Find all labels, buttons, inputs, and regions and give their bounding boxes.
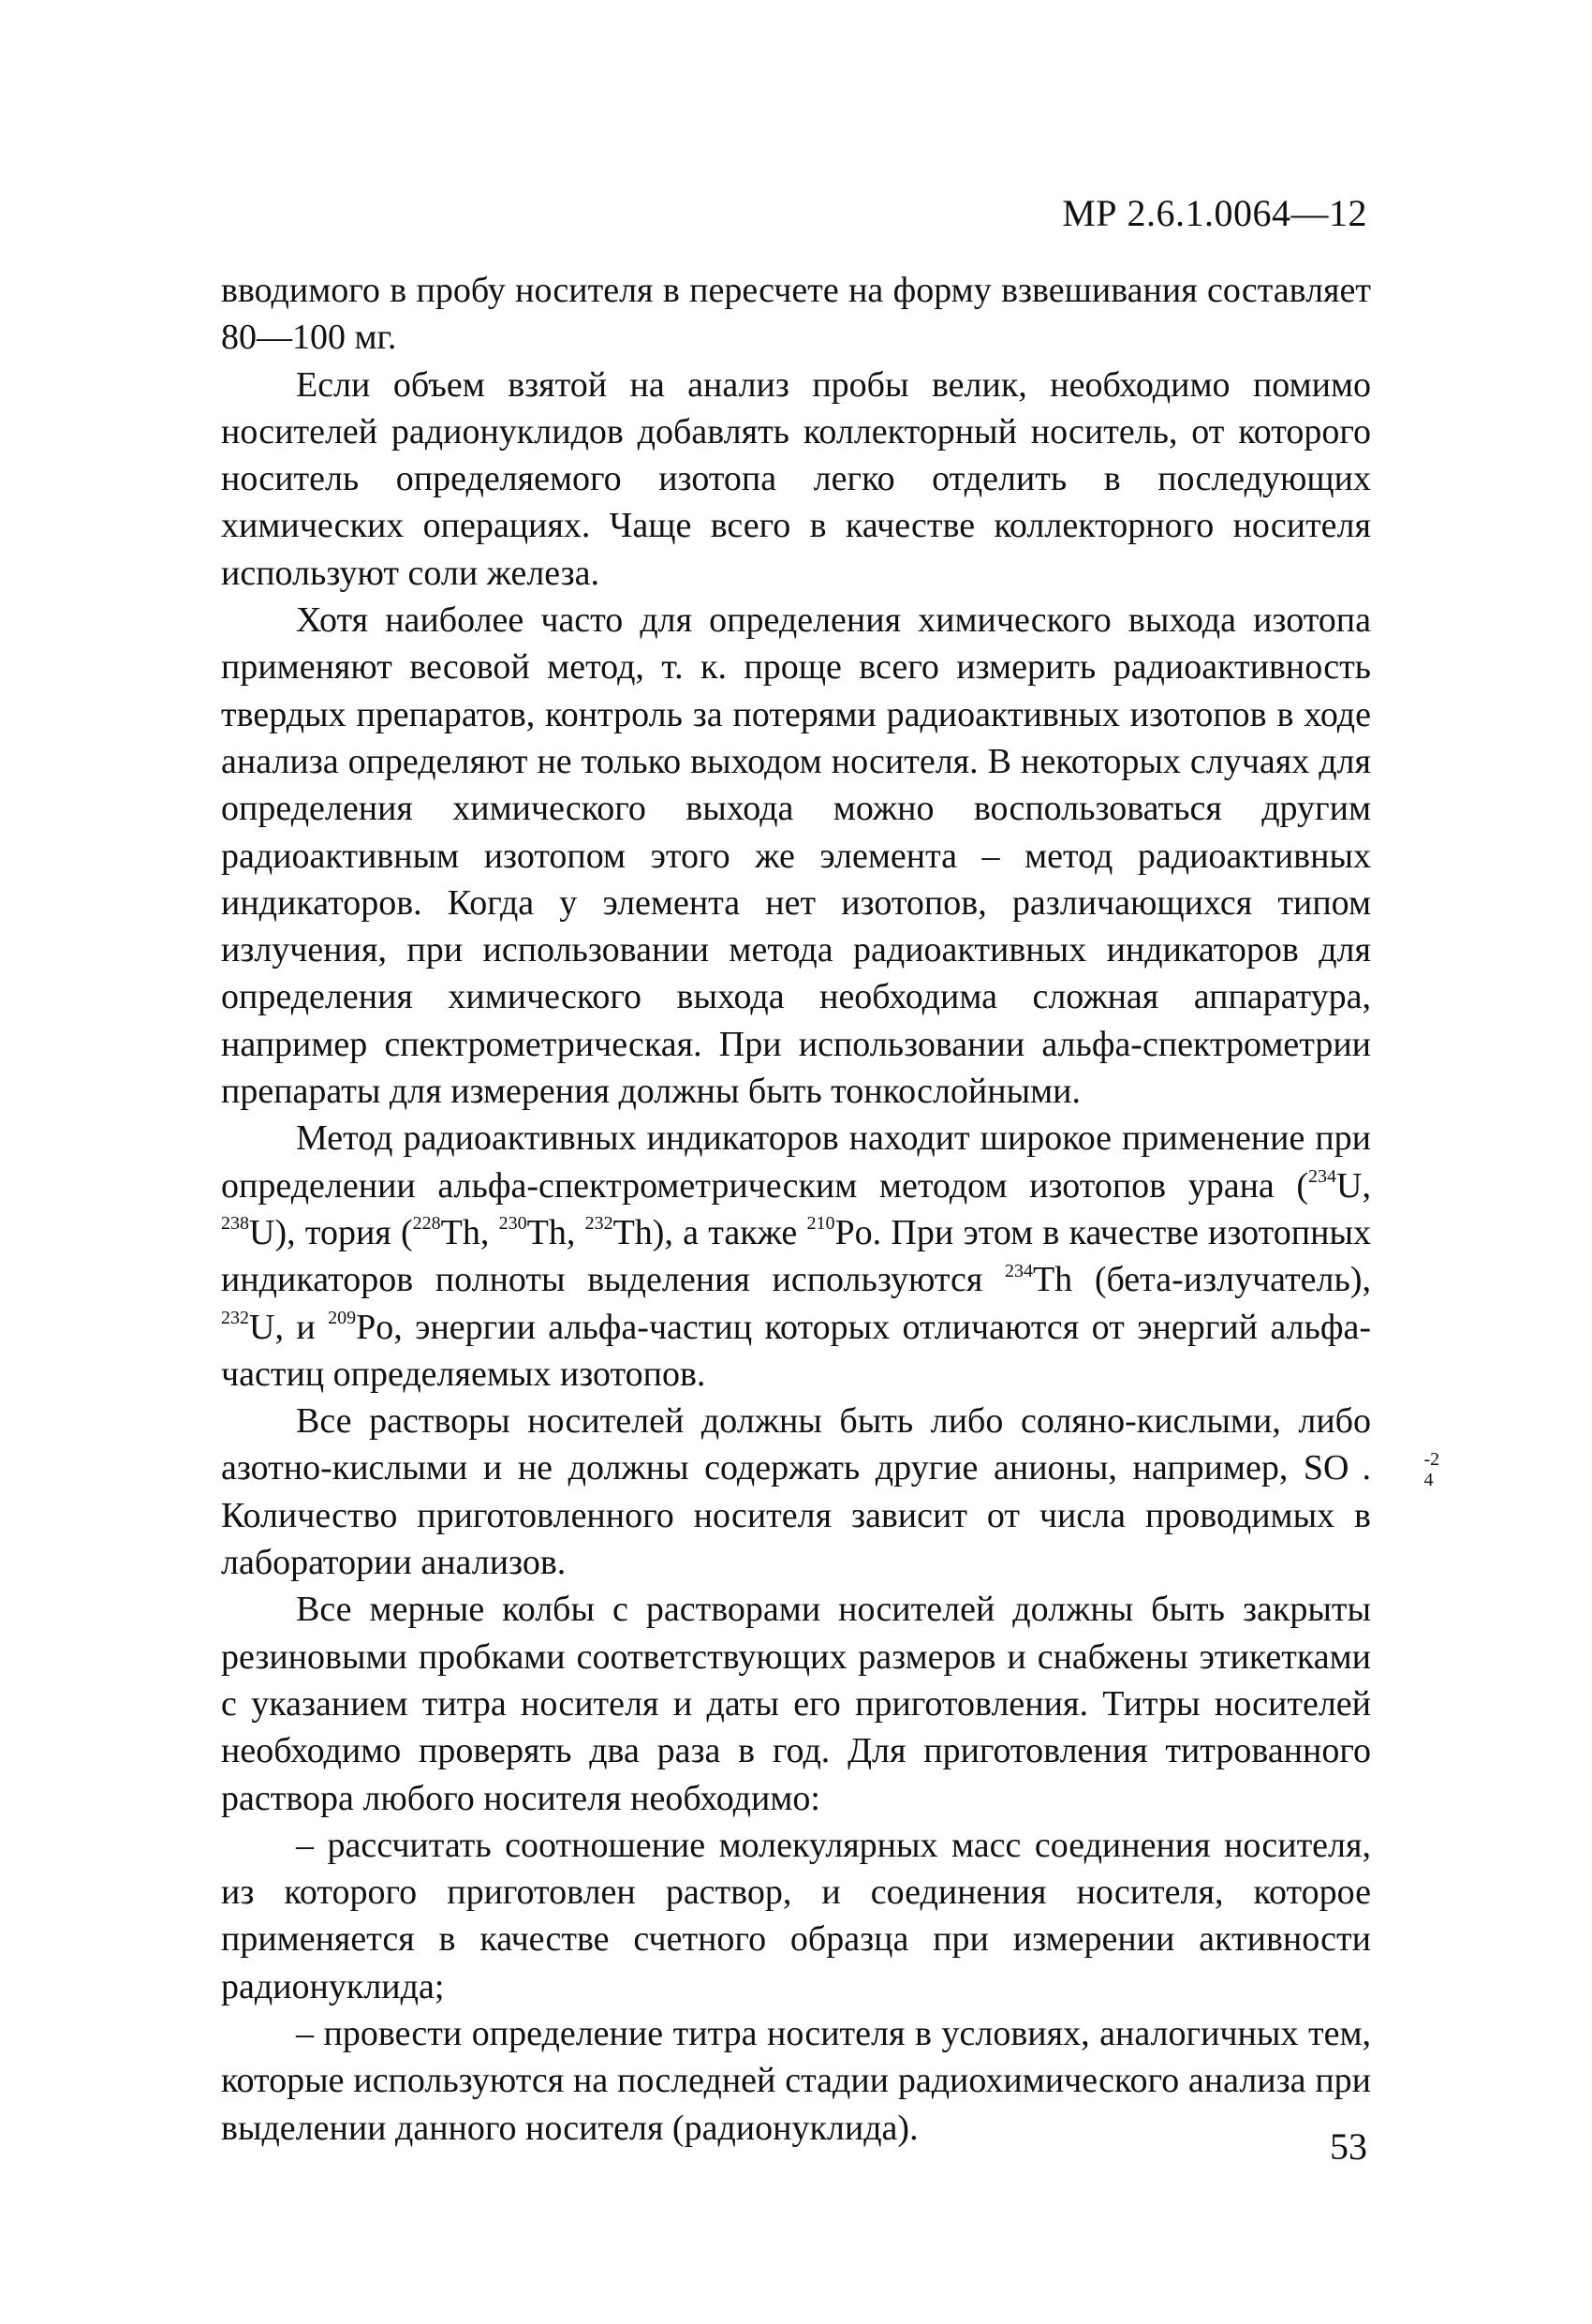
mass-number-th230: 230 (498, 1213, 527, 1235)
paragraph-1: вводимого в пробу носителя в пересчете на форму взвешивания составляет 80—100 мг. (221, 271, 1371, 358)
paragraph-5 (221, 1398, 1440, 1586)
paragraph-4-text: Метод радиоактивных индикаторов находит широкое применение при определении альфа-спектрометрическим методом изотопов урана ( (221, 1118, 1371, 1206)
paragraph-2: Если объем взятой на анализ пробы велик, необходимо помимо носителей радионуклидов добавлять коллекторный носитель, от которого носитель определяемого изотопа легко отделить в последующих химических операциях. Чаще всего в качестве коллекторного носителя используют соли железа. (221, 364, 1371, 593)
nuclide-text: Po, энергии альфа-частиц которых отличаются от энергий альфа-частиц определяемых изотопов. (221, 1307, 1372, 1394)
mass-number-u238: 238 (221, 1213, 249, 1235)
mass-number-th232: 232 (584, 1213, 613, 1235)
document-code: МР 2.6.1.0064—12 (1062, 192, 1367, 234)
mass-number-u234: 234 (1308, 1165, 1337, 1187)
page-number: 53 (1330, 2125, 1367, 2168)
paragraph-5-text: Все растворы носителей должны быть либо соляно-кислыми, либо азотно-кислыми и не должны содержать другие анионы, например, SO (221, 1401, 1371, 1488)
mass-number-th234: 234 (1004, 1260, 1033, 1281)
nuclide-text: Po. При этом в качестве изотопных индикаторов полноты выделения используются (221, 1212, 1371, 1300)
mass-number-po210: 210 (806, 1213, 835, 1235)
nuclide-text: Th), а также (612, 1212, 807, 1252)
nuclide-text: U, и (249, 1307, 329, 1347)
nuclide-text: Th, (440, 1212, 499, 1252)
nuclide-text: U, (1336, 1165, 1371, 1206)
paragraph-6: Все мерные колбы с растворами носителей должны быть закрыты резиновыми пробками соответствующих размеров и снабжены этикетками с указанием титра носителя и даты его приготовления. Титры носителей необходимо проверять два раза в год. Для приготовления титрованного раствора любого носителя необходимо: (221, 1590, 1371, 1818)
nuclide-text: Th (бета-излучатель), (1032, 1260, 1371, 1300)
paragraph-3: Хотя наиболее часто для определения химического выхода изотопа применяют весовой метод, т. к. проще всего измерить радиоактивность твердых препаратов, контроль за потерями радиоактивных изотопов в ходе анализа определяют не только выходом носителя. В некоторых случаях для определения химического выхода можно воспользоваться другим радиоактивным изотопом этого же элемента – метод радиоактивных индикаторов. Когда у элемента нет изотопов, различающихся типом излучения, при использовании метода радиоактивных индикаторов для определения химического выхода необходима сложная аппаратура, например спектрометрическая. При использовании альфа-спектрометрии препараты для измерения должны быть тонкослойными. (221, 600, 1371, 1112)
mass-number-u232: 232 (221, 1307, 249, 1328)
sulfate-subscript: 4 (1423, 1470, 1434, 1491)
mass-number-po209: 209 (328, 1307, 357, 1328)
nuclide-text: Th, (526, 1212, 585, 1252)
list-item-1: – рассчитать соотношение молекулярных масс соединения носителя, из которого приготовлен раствор, и соединения носителя, которое применяется в качестве счетного образца при измерении активности радионуклида; (221, 1825, 1371, 2006)
nuclide-text: U), тория ( (249, 1212, 413, 1252)
mass-number-th228: 228 (412, 1213, 441, 1235)
sulfate-index (1349, 1449, 1440, 1491)
list-item-2: – провести определение титра носителя в условиях, аналогичных тем, которые используются на последней стадии радиохимического анализа при выделении данного носителя (радионуклида). (221, 2013, 1371, 2148)
sulfate-charge: -2 (1423, 1449, 1440, 1471)
paragraph-4 (221, 1115, 1371, 1398)
paragraph-5-text-end: . Количество приготовленного носителя зависит от числа проводимых в лаборатории анализов. (221, 1448, 1371, 1583)
page-body (221, 267, 1440, 2152)
